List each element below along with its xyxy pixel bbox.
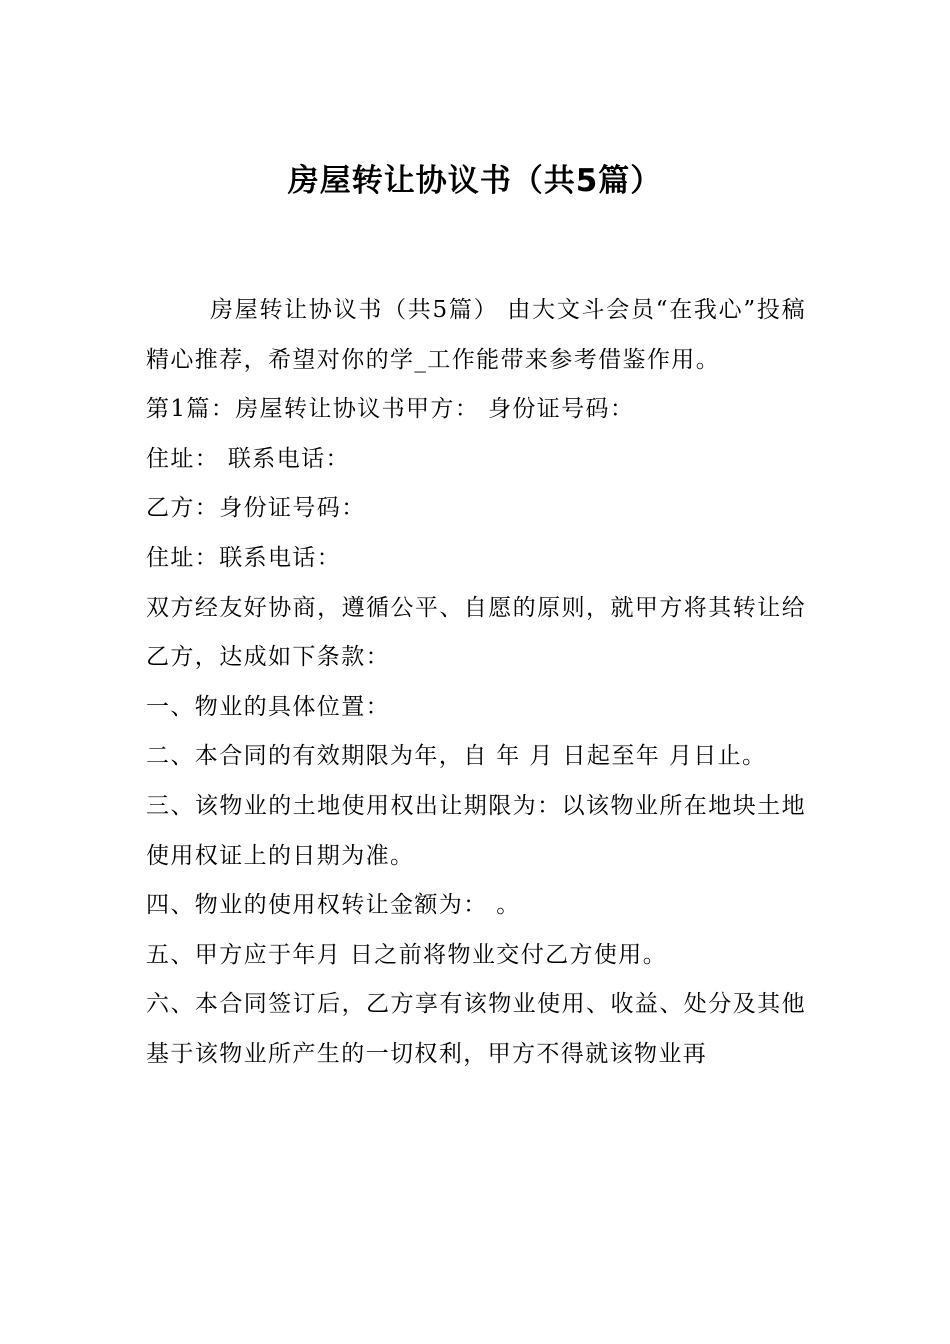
paragraph-party-b: 乙方：身份证号码： (146, 495, 366, 522)
clause-6: 六、本合同签订后，乙方享有该物业使用、收益、处分及其他基于该物业所产生的一切权利，甲方不得就该物业再 (146, 991, 806, 1067)
document-body (146, 286, 806, 1080)
paragraph-agreement-basis: 双方经友好协商，遵循公平、自愿的原则，就甲方将其转让给乙方，达成如下条款： (146, 594, 806, 671)
paragraph-party-a-address: 住址： 联系电话： (146, 445, 350, 472)
paragraph-party-a: 第1篇：房屋转让协议书甲方： 身份证号码： (146, 396, 635, 423)
clause-1: 一、物业的具体位置： (146, 693, 390, 720)
clause-5: 五、甲方应于年月 日之前将物业交付乙方使用。 (146, 941, 668, 968)
document-title: 房屋转让协议书（共5篇） (287, 163, 663, 199)
clause-3: 三、该物业的土地使用权出让期限为：以该物业所在地块土地使用权证上的日期为准。 (146, 792, 806, 869)
paragraph-party-b-address: 住址：联系电话： (146, 544, 342, 571)
clause-4: 四、物业的使用权转让金额为： 。 (146, 892, 521, 919)
clause-2: 二、本合同的有效期限为年，自 年 月 日起至年 月日止。 (146, 743, 767, 770)
intro-paragraph: 房屋转让协议书（共5篇） 由大文斗会员“在我心”投稿精心推荐，希望对你的学_工作能带来参考借鉴作用。 (146, 297, 806, 373)
